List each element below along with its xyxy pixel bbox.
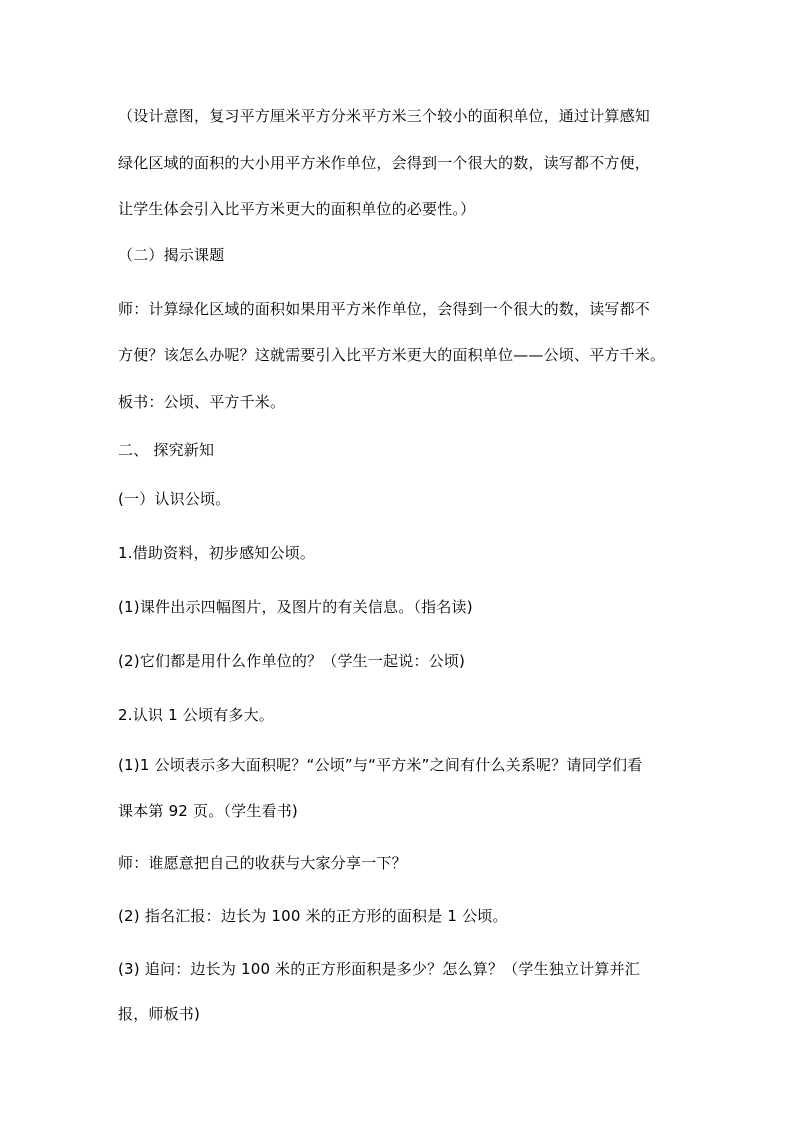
paragraph-design-intent-line-1: （设计意图，复习平方厘米平方分米平方米三个较小的面积单位，通过计算感知 — [118, 107, 651, 125]
section-heading-reveal-topic: （二）揭示课题 — [118, 246, 225, 264]
list-item-1-1: (1)课件出示四幅图片，及图片的有关信息。（指名读) — [118, 598, 473, 616]
list-item-2-1-line-1: (1)1 公顷表示多大面积呢？“公顷”与“平方米”之间有什么关系呢？请同学们看 — [118, 756, 643, 774]
paragraph-design-intent-line-2: 绿化区域的面积的大小用平方米作单位，会得到一个很大的数，读写都不方便， — [118, 154, 651, 172]
list-item-1-2: (2)它们都是用什么作单位的？（学生一起说：公顷) — [118, 652, 466, 670]
list-item-2: 2.认识 1 公顷有多大。 — [118, 706, 274, 724]
list-item-2-1-line-2: 课本第 92 页。（学生看书) — [118, 802, 298, 820]
list-item-2-3-line-1: (3) 追问：边长为 100 米的正方形面积是多少？怎么算？（学生独立计算并汇 — [118, 960, 640, 978]
list-item-2-3-line-2: 报，师板书) — [118, 1005, 201, 1023]
paragraph-teacher-question: 师：谁愿意把自己的收获与大家分享一下？ — [118, 854, 407, 872]
list-item-2-2: (2) 指名汇报：边长为 100 米的正方形的面积是 1 公顷。 — [118, 907, 508, 925]
paragraph-teacher-line-2: 方便？该怎么办呢？这就需要引入比平方米更大的面积单位——公顷、平方千米。 — [118, 346, 666, 364]
section-heading-explore: 二、 探究新知 — [118, 441, 215, 459]
paragraph-design-intent-line-3: 让学生体会引入比平方米更大的面积单位的必要性。） — [118, 200, 476, 218]
list-item-1: 1.借助资料，初步感知公顷。 — [118, 544, 316, 562]
paragraph-teacher-line-1: 师：计算绿化区域的面积如果用平方米作单位，会得到一个很大的数，读写都不 — [118, 300, 651, 318]
subsection-heading-hectare: (一）认识公顷。 — [118, 490, 231, 508]
paragraph-blackboard: 板书：公顷、平方千米。 — [118, 393, 286, 411]
